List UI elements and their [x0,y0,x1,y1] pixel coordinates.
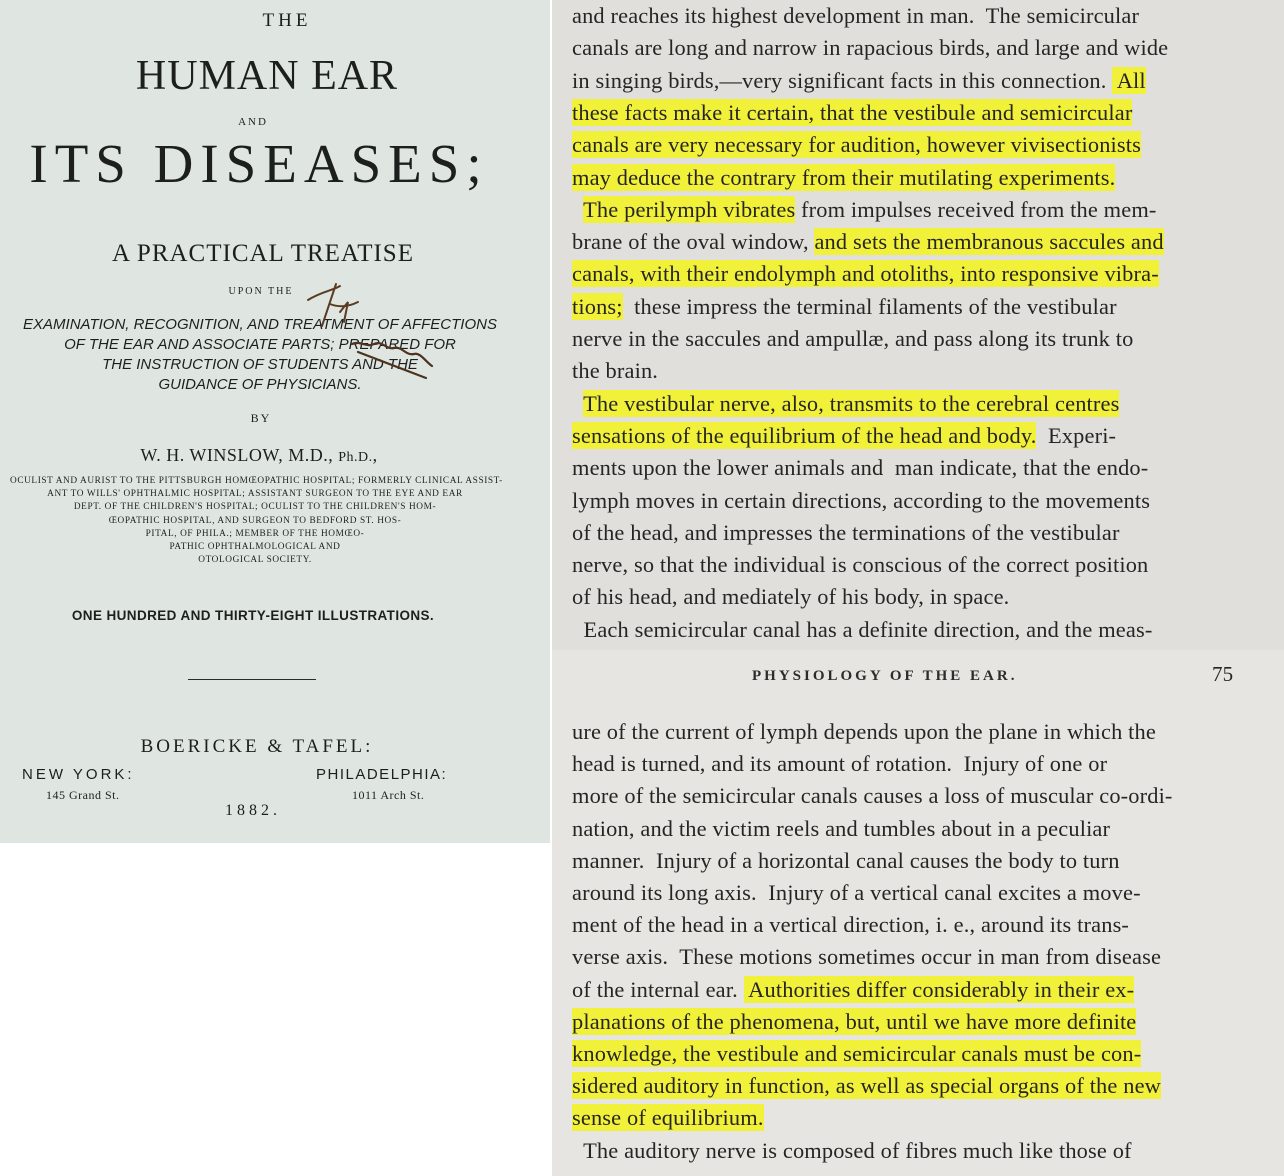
divider-rule [188,679,316,680]
text-line [572,291,1117,322]
upon-the: UPON THE [228,286,294,297]
credential-line: PITAL, OF PHILA.; MEMBER OF THE HOMŒO- [145,528,365,539]
line-text: ment of the head in a vertical direction, i. e., around its trans- [572,912,1130,938]
publication-year: 1882. [225,802,281,819]
line-text: in singing birds,—very significant facts in this connection. [572,67,1113,93]
description-line: EXAMINATION, RECOGNITION, AND TREATMENT OF AFFECTIONS [23,316,497,333]
credential-line: ANT TO WILLS' OPHTHALMIC HOSPITAL; ASSISTANT SURGEON TO THE EYE AND EAR [47,489,463,500]
line-text: nation, and the victim reels and tumbles about in a peculiar [572,815,1111,841]
author-name [0,445,534,466]
text-line [572,1135,1132,1166]
line-text: Each semicircular canal has a definite direction, and the meas- [572,616,1153,642]
line-text [572,197,583,222]
description-line: GUIDANCE OF PHYSICIANS. [158,376,362,393]
text-line [572,581,1009,612]
text-line [572,162,1115,193]
highlighted-text: canals, with their endolymph and otoliths, into responsive vibra- [572,261,1159,287]
illustrations-note: ONE HUNDRED AND THIRTY-EIGHT ILLUSTRATIONS. [71,608,435,623]
text-page-bottom [552,650,1284,1176]
line-text: verse axis. These motions sometimes occur in man from disease [572,944,1162,970]
text-line [572,517,1120,548]
text-line [572,941,1161,972]
city-philadelphia: PHILADELPHIA: [316,766,448,783]
credential-line: OTOLOGICAL SOCIETY. [198,555,312,566]
highlighted-text: sensations of the equilibrium of the head and body. [572,422,1037,448]
text-line [572,97,1132,128]
publisher: BOERICKE & TAFEL: [140,736,374,757]
highlighted-text: may deduce the contrary from their mutilating experiments. [572,164,1116,190]
text-line [572,877,1141,908]
description-line: THE INSTRUCTION OF STUDENTS AND THE [102,356,418,373]
author-credentials [10,475,503,567]
line-text: from impulses received from the mem- [795,196,1157,222]
highlighted-text: sidered auditory in function, as well as special organs of the new [572,1073,1161,1099]
text-line [572,716,1156,747]
line-text: ure of the current of lymph depends upon the plane in which the [572,719,1156,744]
subtitle: A PRACTICAL TREATISE [112,240,414,267]
highlighted-text: The perilymph vibrates [583,196,796,222]
line-text: these impress the terminal filaments of the vestibular [622,293,1117,319]
text-line [572,1006,1136,1037]
running-head: PHYSIOLOGY OF THE EAR. [752,668,1018,684]
credential-line: DEPT. OF THE CHILDREN'S HOSPITAL; OCULIST TO THE CHILDREN'S HOM- [73,502,437,513]
line-text: head is turned, and its amount of rotation. Injury of one or [572,751,1108,777]
text-line [572,452,1148,483]
text-line [572,974,1134,1005]
title-and: AND [238,116,268,128]
text-line [572,748,1107,779]
line-text: nerve in the saccules and ampullæ, and pass along its trunk to [572,326,1134,351]
handwritten-signature [300,282,440,392]
line-text: and reaches its highest development in man. The semicircular [572,3,1140,28]
description-line: OF THE EAR AND ASSOCIATE PARTS; PREPARED FOR [64,336,456,353]
author-degree: Ph.D. [338,450,373,465]
by-label: BY [250,411,272,425]
text-line [572,780,1173,811]
text-line [572,813,1110,844]
line-text: of his head, and mediately of his body, in space. [572,584,1010,610]
text-line [572,194,1157,225]
text-line [572,909,1129,940]
highlighted-text: Authorities differ considerably in their ex- [743,976,1135,1002]
line-text: of the head, and impresses the terminations of the vestibular [572,519,1120,545]
text-line [572,323,1133,354]
line-text [572,391,583,416]
text-line [572,388,1119,419]
text-line [572,420,1116,451]
text-page-top [552,0,1284,650]
text-line [572,1102,764,1133]
line-text: lymph moves in certain directions, according to the movements [572,487,1151,513]
line-text: canals are long and narrow in rapacious birds, and large and wide [572,35,1169,61]
highlighted-text: All [1112,67,1146,93]
address-new-york: 145 Grand St. [46,788,120,802]
page-number: 75 [1212,662,1234,686]
title-page [0,0,550,843]
credential-line: PATHIC OPHTHALMOLOGICAL AND [169,542,341,553]
text-line [572,1038,1141,1069]
line-text: nerve, so that the individual is conscious of the correct position [572,552,1149,578]
text-line [572,0,1139,31]
highlighted-text: sense of equilibrium. [572,1105,764,1131]
line-text: The auditory nerve is composed of fibres much like those of [572,1137,1132,1163]
text-line [572,258,1159,289]
highlighted-text: these facts make it certain, that the vestibule and semicircular [572,99,1133,125]
text-line [572,129,1141,160]
author-degree-suffix: , [372,445,378,465]
text-line [572,485,1150,516]
highlighted-text: and sets the membranous saccules and [814,229,1164,255]
title-second: ITS DISEASES; [29,133,489,194]
line-text: more of the semicircular canals causes a loss of muscular co-ordi- [572,783,1173,809]
text-line [572,355,658,386]
text-line [572,65,1146,96]
line-text: ments upon the lower animals and man indicate, that the endo- [572,455,1149,481]
title-the: THE [262,10,312,31]
highlighted-text: tions; [572,293,623,319]
credential-line: OCULIST AND AURIST TO THE PITTSBURGH HOMŒOPATHIC HOSPITAL; FORMERLY CLINICAL ASSIST- [10,476,503,486]
text-line [572,549,1148,580]
text-line [572,1070,1161,1101]
line-text: the brain. [572,358,659,384]
city-new-york: NEW YORK: [22,766,135,783]
description-block [0,315,520,395]
text-line [572,614,1152,645]
highlighted-text: The vestibular nerve, also, transmits to the cerebral centres [583,390,1120,416]
highlighted-text: canals are very necessary for audition, however vivisectionists [572,132,1142,158]
credential-line: ŒOPATHIC HOSPITAL, AND SURGEON TO BEDFORD ST. HOS- [108,515,402,526]
line-text: Experi- [1036,422,1117,448]
title-main: HUMAN EAR [135,53,399,99]
text-line [572,226,1164,257]
text-line [572,845,1120,876]
line-text: around its long axis. Injury of a vertical canal excites a move- [572,880,1141,905]
line-text: brane of the oval window, [572,229,815,255]
line-text: of the internal ear. [572,976,744,1002]
line-text: manner. Injury of a horizontal canal causes the body to turn [572,847,1120,873]
text-line [572,32,1168,63]
highlighted-text: planations of the phenomena, but, until we have more definite [572,1008,1137,1034]
highlighted-text: knowledge, the vestibule and semicircular canals must be con- [572,1041,1142,1066]
address-philadelphia: 1011 Arch St. [352,788,425,802]
author-name-text: W. H. WINSLOW, M.D., [140,445,339,465]
